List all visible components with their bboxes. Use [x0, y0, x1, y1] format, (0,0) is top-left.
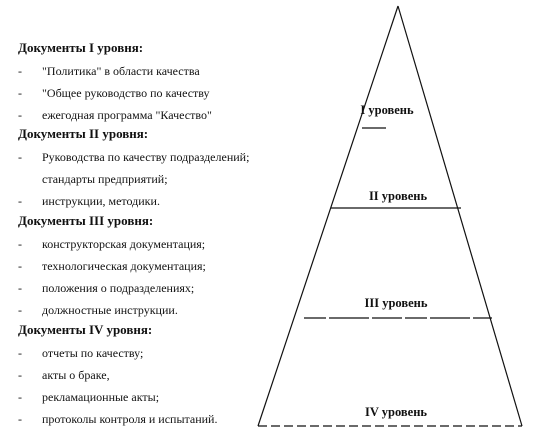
list-item: - технологическая документация;	[18, 259, 206, 273]
list-item: - рекламационные акты;	[18, 390, 160, 404]
level2-heading: Документы II уровня:	[18, 126, 149, 141]
list-item: - ежегодная программа "Качество"	[18, 108, 212, 122]
level1-heading: Документы I уровня:	[18, 40, 144, 55]
level4-heading: Документы IV уровня:	[18, 322, 153, 337]
list-item: стандарты предприятий;	[42, 172, 168, 186]
list-item: - "Общее руководство по качеству	[18, 86, 210, 100]
list-item: - протоколы контроля и испытаний.	[18, 412, 218, 426]
level3-label: III уровень	[364, 296, 428, 310]
list-item: - конструкторская документация;	[18, 237, 206, 251]
pyramid-left-edge	[258, 6, 398, 426]
list-item: - должностные инструкции.	[18, 303, 178, 317]
list-item: - "Политика" в области качества	[18, 64, 200, 78]
level4-label: IV уровень	[364, 405, 428, 419]
list-item: - Руководства по качеству подразделений;	[18, 150, 250, 164]
level1-label: I уровень	[360, 103, 414, 117]
level2-label: II уровень	[368, 189, 428, 203]
list-item: - положения о подразделениях;	[18, 281, 195, 295]
pyramid-right-edge	[398, 6, 522, 426]
list-item: - инструкции, методики.	[18, 194, 160, 208]
level3-heading: Документы III уровня:	[18, 213, 154, 228]
list-item: - акты о браке,	[18, 368, 110, 382]
list-item: - отчеты по качеству;	[18, 346, 144, 360]
